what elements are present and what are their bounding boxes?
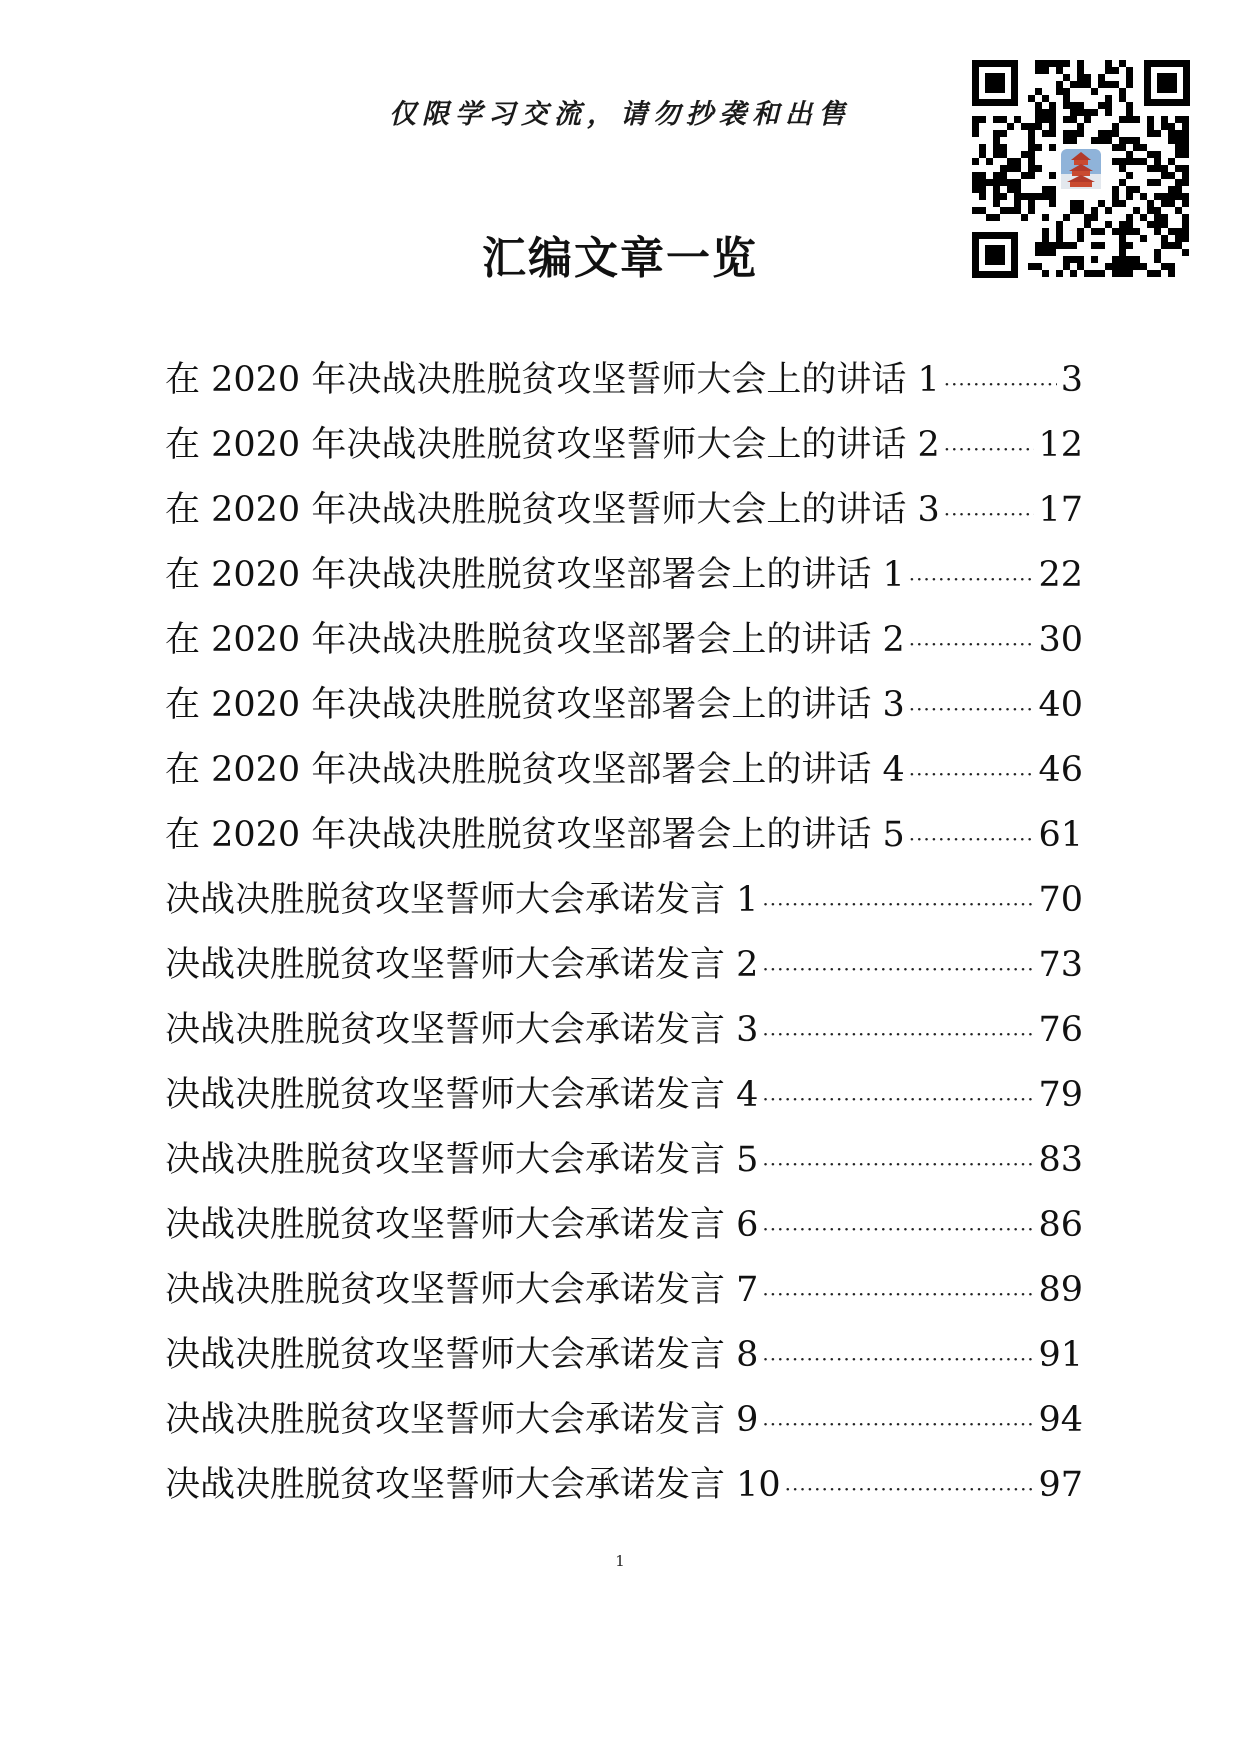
- table-of-contents: [165, 348, 1083, 1518]
- toc-dot-leader: [909, 807, 1035, 872]
- toc-entry-page: 40: [1038, 685, 1083, 725]
- toc-entry[interactable]: [165, 1193, 1083, 1258]
- toc-entry-title: 决战决胜脱贫攻坚誓师大会承诺发言 4: [165, 1075, 759, 1115]
- toc-entry-title: 决战决胜脱贫攻坚誓师大会承诺发言 3: [165, 1010, 759, 1050]
- toc-entry-page: 70: [1038, 880, 1083, 920]
- toc-entry[interactable]: [165, 348, 1083, 413]
- toc-entry-page: 46: [1038, 750, 1083, 790]
- toc-entry-title: 决战决胜脱贫攻坚誓师大会承诺发言 9: [165, 1400, 759, 1440]
- toc-entry[interactable]: [165, 1258, 1083, 1323]
- toc-dot-leader: [762, 1262, 1034, 1327]
- toc-entry[interactable]: [165, 738, 1083, 803]
- toc-entry[interactable]: [165, 1453, 1083, 1518]
- toc-entry-title: 决战决胜脱贫攻坚誓师大会承诺发言 10: [165, 1465, 781, 1505]
- toc-entry-page: 3: [1060, 360, 1083, 400]
- toc-entry[interactable]: [165, 868, 1083, 933]
- toc-entry[interactable]: [165, 1388, 1083, 1453]
- toc-entry-title: 在 2020 年决战决胜脱贫攻坚部署会上的讲话 5: [165, 815, 905, 855]
- toc-entry[interactable]: [165, 478, 1083, 543]
- toc-entry-page: 30: [1038, 620, 1083, 660]
- toc-entry-title: 决战决胜脱贫攻坚誓师大会承诺发言 5: [165, 1140, 759, 1180]
- toc-entry-title: 在 2020 年决战决胜脱贫攻坚部署会上的讲话 3: [165, 685, 905, 725]
- toc-dot-leader: [909, 677, 1035, 742]
- toc-dot-leader: [909, 742, 1035, 807]
- toc-entry-page: 91: [1038, 1335, 1083, 1375]
- page-number: 1: [615, 1552, 625, 1570]
- toc-entry[interactable]: [165, 1063, 1083, 1128]
- toc-dot-leader: [944, 417, 1035, 482]
- copyright-notice: 仅限学习交流，请勿抄袭和出售: [389, 99, 851, 130]
- toc-entry-page: 94: [1038, 1400, 1083, 1440]
- toc-entry[interactable]: [165, 608, 1083, 673]
- toc-entry-page: 12: [1038, 425, 1083, 465]
- toc-dot-leader: [785, 1457, 1035, 1522]
- toc-entry[interactable]: [165, 1323, 1083, 1388]
- toc-entry[interactable]: [165, 998, 1083, 1063]
- toc-entry-title: 决战决胜脱贫攻坚誓师大会承诺发言 8: [165, 1335, 759, 1375]
- toc-entry-page: 83: [1038, 1140, 1083, 1180]
- toc-entry-page: 86: [1038, 1205, 1083, 1245]
- page-title: 汇编文章一览: [482, 233, 758, 284]
- toc-dot-leader: [762, 872, 1034, 937]
- toc-entry-title: 决战决胜脱贫攻坚誓师大会承诺发言 2: [165, 945, 759, 985]
- toc-entry[interactable]: [165, 673, 1083, 738]
- toc-dot-leader: [762, 1002, 1034, 1067]
- toc-dot-leader: [762, 1132, 1034, 1197]
- toc-entry-title: 在 2020 年决战决胜脱贫攻坚部署会上的讲话 4: [165, 750, 905, 790]
- toc-dot-leader: [762, 1197, 1034, 1262]
- toc-entry[interactable]: [165, 543, 1083, 608]
- toc-entry-page: 89: [1038, 1270, 1083, 1310]
- toc-entry-title: 在 2020 年决战决胜脱贫攻坚誓师大会上的讲话 3: [165, 490, 940, 530]
- toc-dot-leader: [944, 352, 1057, 417]
- toc-entry-title: 在 2020 年决战决胜脱贫攻坚誓师大会上的讲话 2: [165, 425, 940, 465]
- toc-dot-leader: [909, 547, 1035, 612]
- toc-dot-leader: [909, 612, 1035, 677]
- toc-entry-page: 22: [1038, 555, 1083, 595]
- toc-entry-page: 79: [1038, 1075, 1083, 1115]
- toc-entry-title: 在 2020 年决战决胜脱贫攻坚誓师大会上的讲话 1: [165, 360, 940, 400]
- toc-entry-page: 97: [1038, 1465, 1083, 1505]
- toc-entry[interactable]: [165, 803, 1083, 868]
- toc-entry[interactable]: [165, 413, 1083, 478]
- toc-entry-page: 61: [1038, 815, 1083, 855]
- toc-dot-leader: [762, 1327, 1034, 1392]
- toc-entry-title: 决战决胜脱贫攻坚誓师大会承诺发言 7: [165, 1270, 759, 1310]
- toc-dot-leader: [944, 482, 1035, 547]
- toc-dot-leader: [762, 937, 1034, 1002]
- toc-entry-page: 17: [1038, 490, 1083, 530]
- toc-entry[interactable]: [165, 1128, 1083, 1193]
- toc-dot-leader: [762, 1067, 1034, 1132]
- toc-entry-page: 76: [1038, 1010, 1083, 1050]
- toc-entry-title: 决战决胜脱贫攻坚誓师大会承诺发言 6: [165, 1205, 759, 1245]
- toc-entry-title: 在 2020 年决战决胜脱贫攻坚部署会上的讲话 2: [165, 620, 905, 660]
- toc-entry[interactable]: [165, 933, 1083, 998]
- toc-entry-title: 决战决胜脱贫攻坚誓师大会承诺发言 1: [165, 880, 759, 920]
- toc-dot-leader: [762, 1392, 1034, 1457]
- toc-entry-title: 在 2020 年决战决胜脱贫攻坚部署会上的讲话 1: [165, 555, 905, 595]
- toc-entry-page: 73: [1038, 945, 1083, 985]
